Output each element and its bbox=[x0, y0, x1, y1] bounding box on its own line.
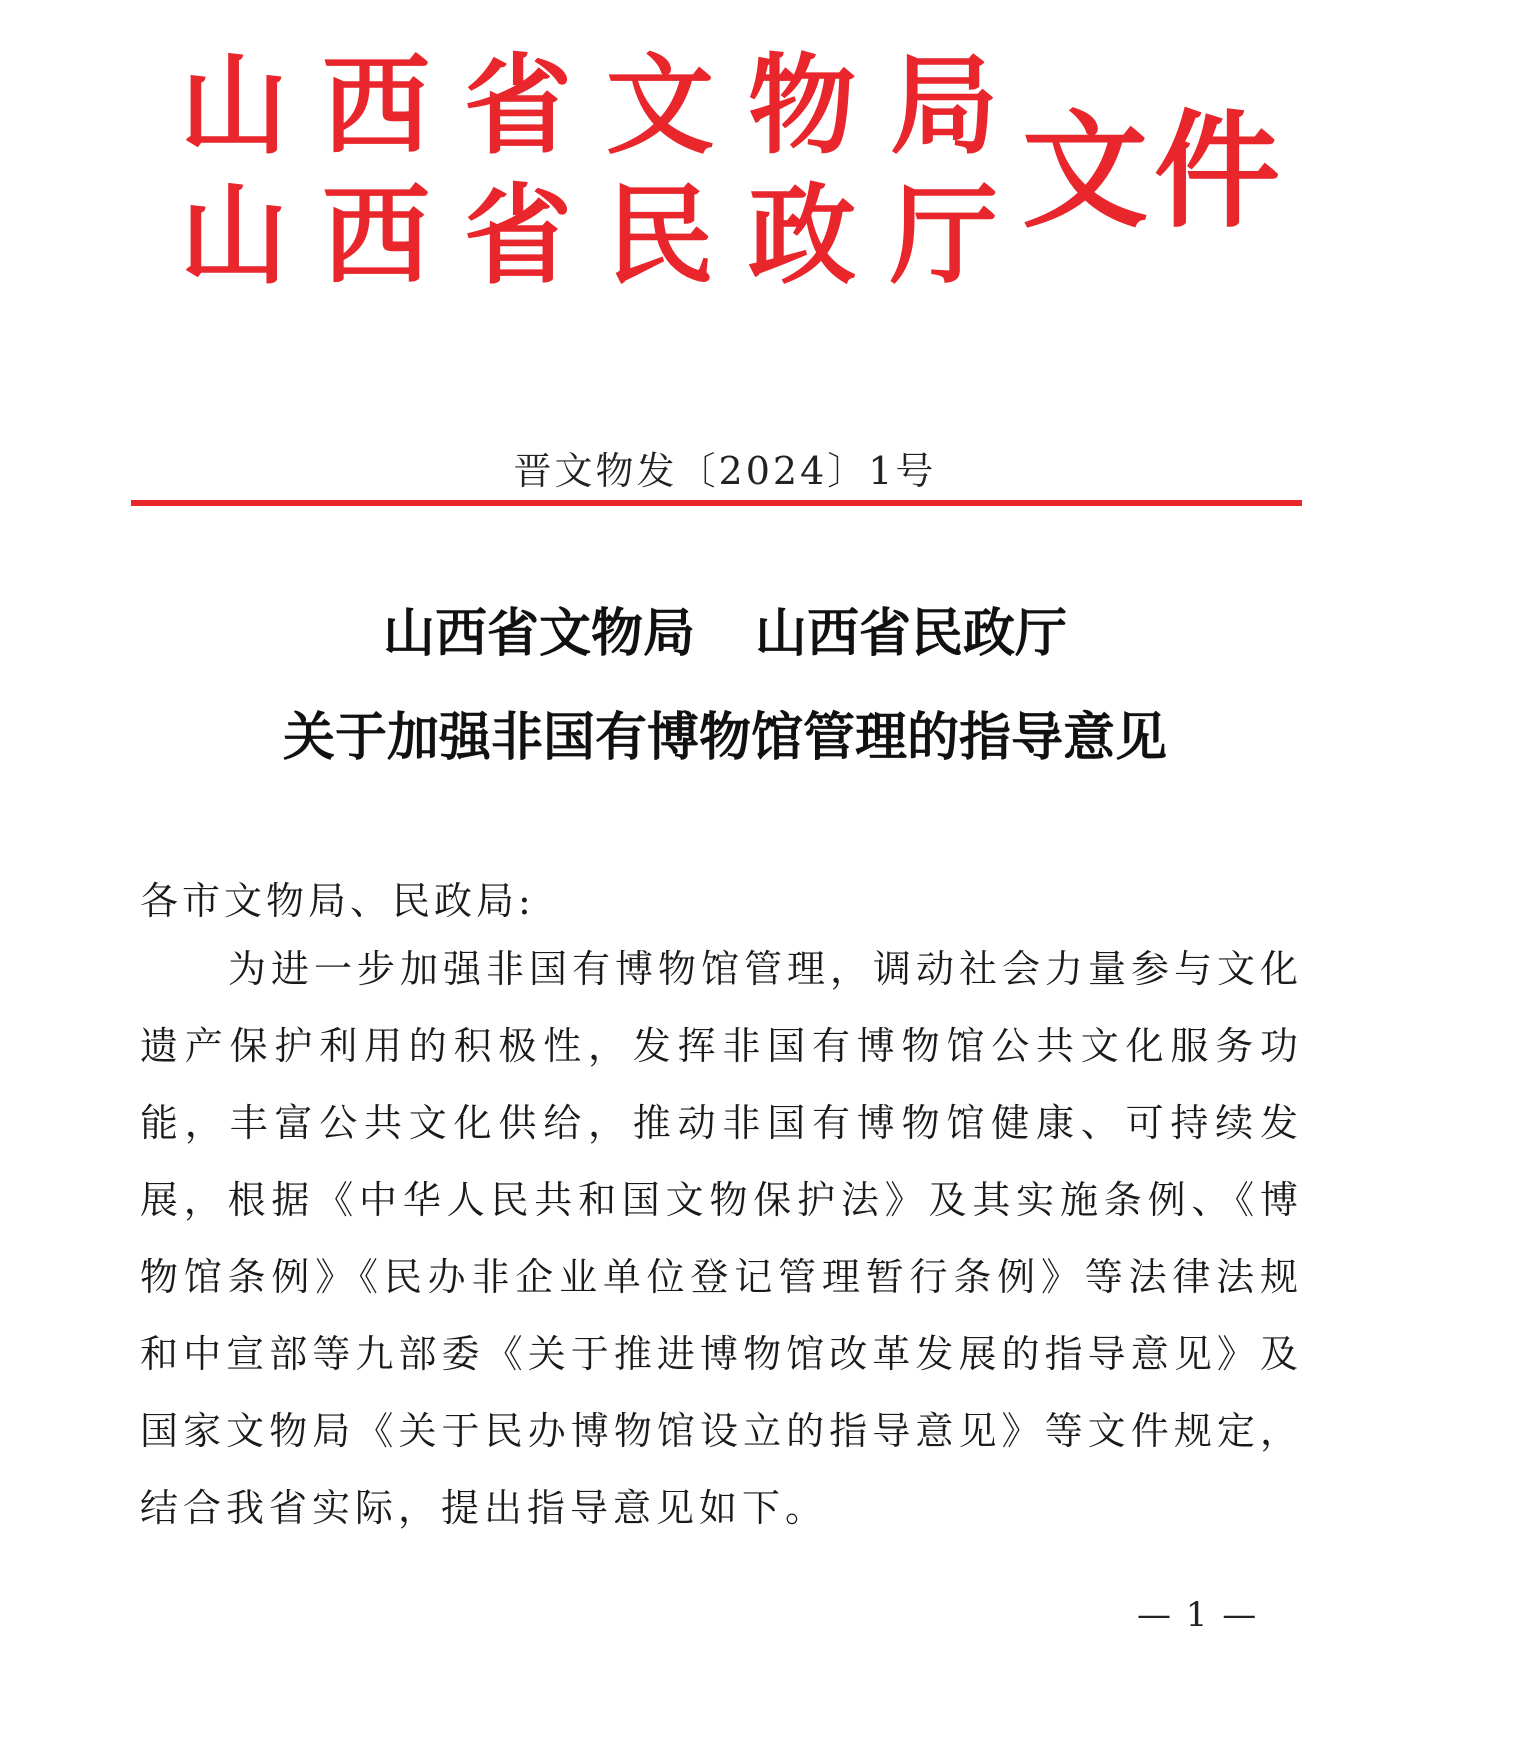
body-line: 结合我省实际，提出指导意见如下。 bbox=[140, 1486, 829, 1530]
body-line: 遗产保护利用的积极性，发挥非国有博物馆公共文化服务功 bbox=[140, 1024, 1298, 1068]
document-title-line-2: 关于加强非国有博物馆管理的指导意见 bbox=[282, 707, 1167, 768]
title-org-2: 山西省民政厅 bbox=[755, 603, 1068, 664]
body-line: 国家文物局《关于民办博物馆设立的指导意见》等文件规定， bbox=[140, 1409, 1298, 1453]
red-divider-line bbox=[131, 500, 1302, 506]
issuing-org-1: 山西省文物局 bbox=[180, 43, 1033, 169]
body-line: 展，根据《中华人民共和国文物保护法》及其实施条例、《博 bbox=[140, 1178, 1298, 1222]
page-number: — 1 — bbox=[1137, 1595, 1259, 1635]
body-line: 能，丰富公共文化供给，推动非国有博物馆健康、可持续发 bbox=[140, 1101, 1298, 1145]
body-line: 物馆条例》《民办非企业单位登记管理暂行条例》等法律法规 bbox=[140, 1255, 1298, 1299]
body-line: 为进一步加强非国有博物馆管理，调动社会力量参与文化 bbox=[228, 947, 1298, 991]
body-line: 和中宣部等九部委《关于推进博物馆改革发展的指导意见》及 bbox=[140, 1332, 1298, 1376]
title-org-1: 山西省文物局 bbox=[382, 603, 695, 664]
document-label: 文件 bbox=[1022, 97, 1286, 245]
document-title-line-1 bbox=[0, 603, 1450, 664]
salutation: 各市文物局、民政局: bbox=[140, 879, 535, 923]
document-number: 晋文物发〔2024〕1号 bbox=[513, 449, 937, 493]
issuing-org-2: 山西省民政厅 bbox=[180, 173, 1033, 299]
